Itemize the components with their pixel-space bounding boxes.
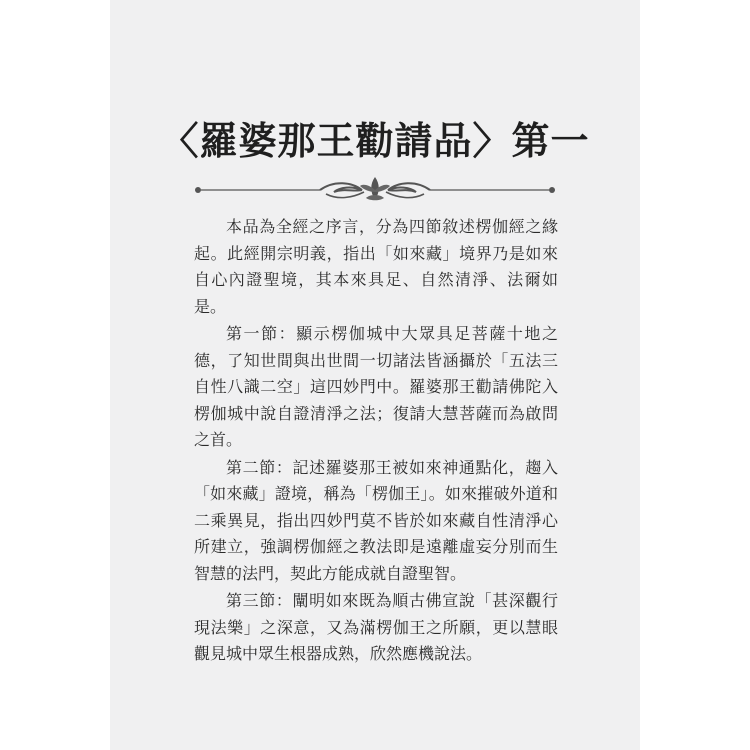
chapter-title: 〈羅婆那王勸請品〉第一 [160,118,590,163]
paragraph-intro: 本品為全經之序言，分為四節敘述楞伽經之緣起。此經開宗明義，指出「如來藏」境界乃是如來自心內證聖境，其本來具足、自然清淨、法爾如是。 [194,217,558,316]
book-page [110,0,640,750]
body-text [194,214,558,669]
paragraph-section-3: 第三節：闡明如來既為順古佛宣說「甚深觀行現法樂」之深意，又為滿楞伽王之所願，更以慧眼觀見城中眾生根器成熟，欣然應機說法。 [194,591,558,663]
paragraph-section-2: 第二節：記述羅婆那王被如來神通點化，趨入「如來藏」證境，稱為「楞伽王」。如來摧破外道和二乘異見，指出四妙門莫不皆於如來藏自性清淨心所建立，強調楞伽經之教法即是遠離虛妄分別而生智慧的法門，契此方能成就自證聖智。 [194,457,558,583]
fleur-divider-icon [194,174,556,206]
paragraph-section-1: 第一節：顯示楞伽城中大眾具足菩薩十地之德，了知世間與出世間一切諸法皆涵攝於「五法三自性八識二空」這四妙門中。羅婆那王勸請佛陀入楞伽城中說自證清淨之法；復請大慧菩薩而為啟問之首。 [194,324,558,449]
